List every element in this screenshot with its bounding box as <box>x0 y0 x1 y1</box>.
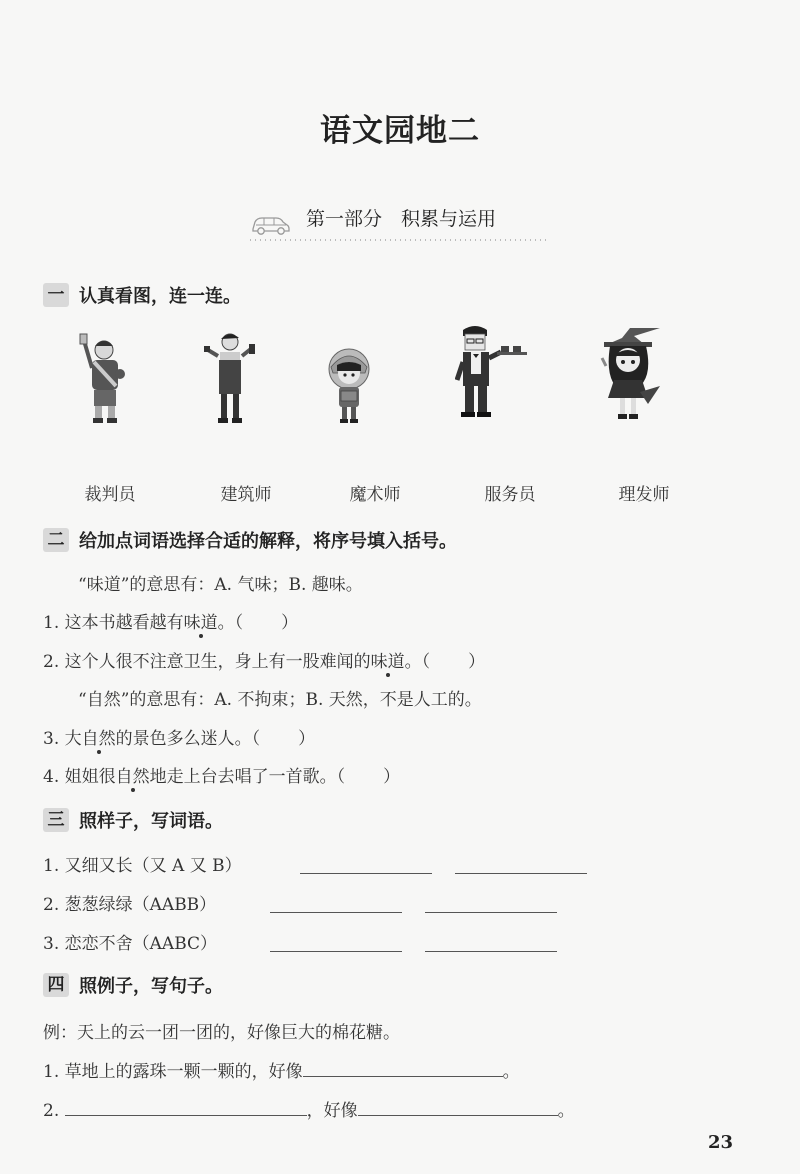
job-label-architect: 建筑师 <box>220 485 272 505</box>
sentence-item-2 <box>43 1096 575 1121</box>
sentence-end: 。 <box>502 1062 520 1082</box>
close-paren: ） <box>468 652 486 672</box>
close-paren: ） <box>383 767 401 787</box>
answer-line[interactable] <box>270 933 402 952</box>
part-heading-text: 第一部分 积累与运用 <box>306 208 497 230</box>
item-text: 又细又长（又 A 又 B） <box>64 856 242 876</box>
section-2-heading <box>43 527 457 557</box>
question-text-end: 。（ <box>217 613 244 633</box>
item-text: ，好像 <box>306 1101 358 1121</box>
boy-figure <box>325 345 373 425</box>
section-1-heading <box>43 282 241 312</box>
section-instruction: 照样子，写词语。 <box>79 811 223 832</box>
section-instruction: 给加点词语选择合适的解释，将序号填入括号。 <box>79 531 457 552</box>
referee-figure <box>76 330 132 426</box>
item-text: 草地上的露珠一颗一颗的，好像 <box>64 1062 303 1082</box>
question-number: 3. <box>43 729 60 749</box>
word-item-3 <box>43 929 217 954</box>
question-text-end: 。（ <box>404 652 431 672</box>
section-number: 二 <box>43 528 69 552</box>
section-number: 三 <box>43 808 69 832</box>
close-paren: ） <box>281 613 299 633</box>
job-label-barber: 理发师 <box>618 485 670 505</box>
section-4-heading <box>43 972 223 1002</box>
item-number: 1. <box>43 1062 60 1082</box>
job-label-referee: 裁判员 <box>84 485 136 505</box>
answer-line[interactable] <box>65 1097 307 1116</box>
answer-line[interactable] <box>425 933 557 952</box>
question-text: 这本书越看越有 <box>64 613 184 633</box>
item-text: 恋恋不舍（AABC） <box>64 934 218 954</box>
item-number: 3. <box>43 934 60 954</box>
dotted-word: 自然 <box>82 724 116 749</box>
section-number: 一 <box>43 283 69 307</box>
job-label-magician: 魔术师 <box>349 485 401 505</box>
architect-figure <box>200 330 262 426</box>
section-instruction: 照例子，写句子。 <box>79 976 223 997</box>
answer-line[interactable] <box>303 1058 503 1077</box>
question-number: 4. <box>43 767 60 787</box>
section-instruction: 认真看图，连一连。 <box>79 286 241 307</box>
car-icon <box>250 212 290 236</box>
answer-line[interactable] <box>358 1097 558 1116</box>
answer-line[interactable] <box>425 894 557 913</box>
question-4 <box>43 762 400 787</box>
job-label-waiter: 服务员 <box>484 485 536 505</box>
dotted-word: 味道 <box>184 608 218 633</box>
sentence-item-1 <box>43 1057 520 1082</box>
question-text: 大 <box>64 729 82 749</box>
sentence-end: 。 <box>557 1101 575 1121</box>
definition-ziran: “自然”的意思有：A. 不拘束；B. 天然，不是人工的。 <box>78 690 482 710</box>
question-2 <box>43 647 485 672</box>
dotted-divider <box>250 236 550 244</box>
close-paren: ） <box>298 729 316 749</box>
question-number: 1. <box>43 613 60 633</box>
section-number: 四 <box>43 973 69 997</box>
question-text-end: 地走上台去唱了一首歌。（ <box>149 767 346 787</box>
question-text: 这个人很不注意卫生，身上有一股难闻的 <box>64 652 371 672</box>
dotted-word: 自然 <box>116 762 150 787</box>
word-item-1 <box>43 851 242 876</box>
section-3-heading <box>43 807 223 837</box>
answer-line[interactable] <box>300 855 432 874</box>
page-title: 语文园地二 <box>320 113 480 149</box>
waiter-figure <box>455 322 531 420</box>
item-number: 2. <box>43 1101 60 1121</box>
question-text-end: 的景色多么迷人。（ <box>115 729 261 749</box>
answer-line[interactable] <box>270 894 402 913</box>
question-3 <box>43 724 315 749</box>
dotted-word: 味道 <box>371 647 405 672</box>
definition-weidao: “味道”的意思有：A. 气味；B. 趣味。 <box>78 575 363 595</box>
item-number: 2. <box>43 895 60 915</box>
question-1 <box>43 608 298 633</box>
question-number: 2. <box>43 652 60 672</box>
magician-figure <box>600 322 666 422</box>
item-text: 葱葱绿绿（AABB） <box>64 895 217 915</box>
word-item-2 <box>43 890 216 915</box>
example-sentence: 例：天上的云一团一团的，好像巨大的棉花糖。 <box>43 1023 400 1043</box>
question-text: 姐姐很 <box>64 767 116 787</box>
answer-line[interactable] <box>455 855 587 874</box>
page-number: 23 <box>708 1132 734 1153</box>
item-number: 1. <box>43 856 60 876</box>
